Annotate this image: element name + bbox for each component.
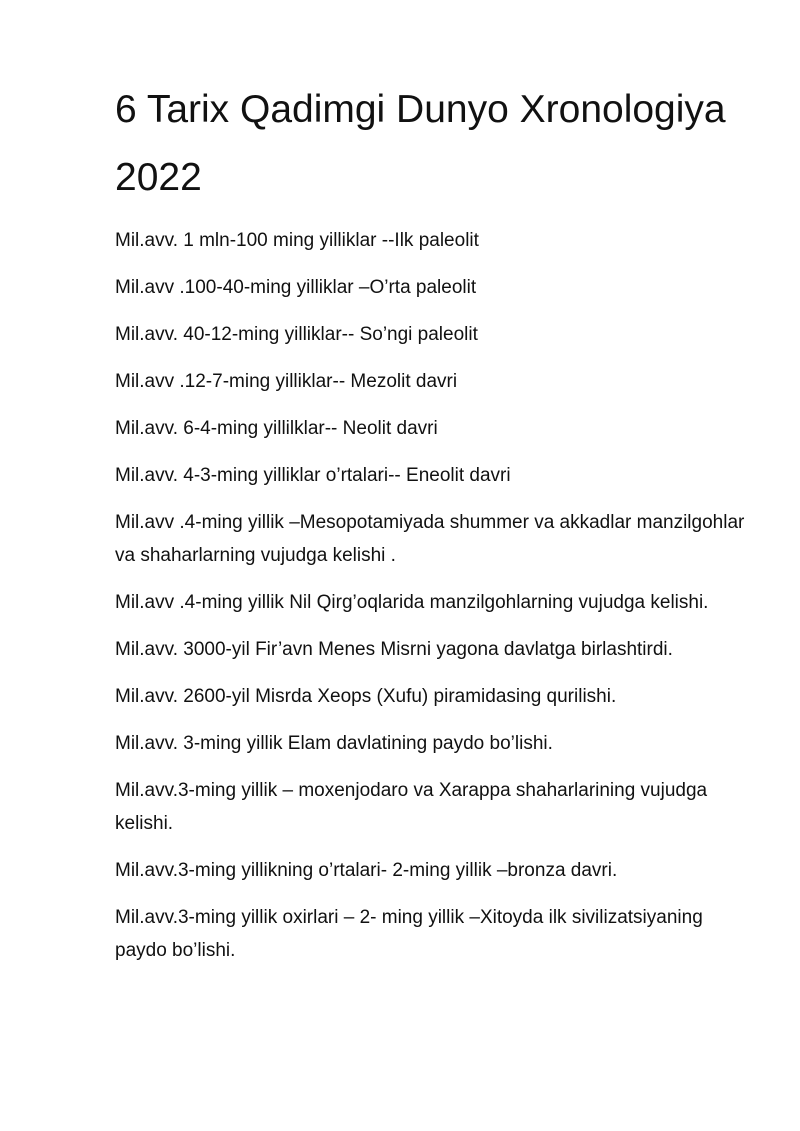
chronology-entry-12: Mil.avv.3-ming yillik – moxenjodaro va Xarappa shaharlarining vujudga kelishi.: [115, 780, 708, 834]
chronology-entry-14: Mil.avv.3-ming yillik oxirlari – 2- ming yillik –Xitoyda ilk sivilizatsiyaning paydo bo’lishi.: [115, 907, 703, 961]
chronology-entry-7: Mil.avv .4-ming yillik –Mesopotamiyada shummer va akkadlar manzilgohlar va shaharlarning vujudga kelishi .: [115, 512, 745, 566]
chronology-entry-2: Mil.avv .100-40-ming yilliklar –O’rta paleolit: [115, 277, 477, 298]
document-title: 6 Tarix Qadimgi Dunyo Xronologiya 2022: [115, 88, 726, 199]
chronology-entry-8: Mil.avv .4-ming yillik Nil Qirg’oqlarida manzilgohlarning vujudga kelishi.: [115, 592, 709, 613]
chronology-entry-10: Mil.avv. 2600-yil Misrda Xeops (Xufu) piramidasing qurilishi.: [115, 686, 617, 707]
chronology-entry-13: Mil.avv.3-ming yillikning o’rtalari- 2-ming yillik –bronza davri.: [115, 860, 618, 881]
chronology-entry-9: Mil.avv. 3000-yil Fir’avn Menes Misrni yagona davlatga birlashtirdi.: [115, 639, 673, 660]
chronology-list: [115, 224, 755, 981]
chronology-entry-4: Mil.avv .12-7-ming yilliklar-- Mezolit davri: [115, 371, 458, 392]
chronology-entry-11: Mil.avv. 3-ming yillik Elam davlatining paydo bo’lishi.: [115, 733, 553, 754]
chronology-entry-1: Mil.avv. 1 mln-100 ming yilliklar --Ilk paleolit: [115, 230, 479, 251]
chronology-entry-6: Mil.avv. 4-3-ming yilliklar o’rtalari-- Eneolit davri: [115, 465, 511, 486]
chronology-entry-3: Mil.avv. 40-12-ming yilliklar-- So’ngi paleolit: [115, 324, 478, 345]
chronology-entry-5: Mil.avv. 6-4-ming yillilklar-- Neolit davri: [115, 418, 438, 439]
